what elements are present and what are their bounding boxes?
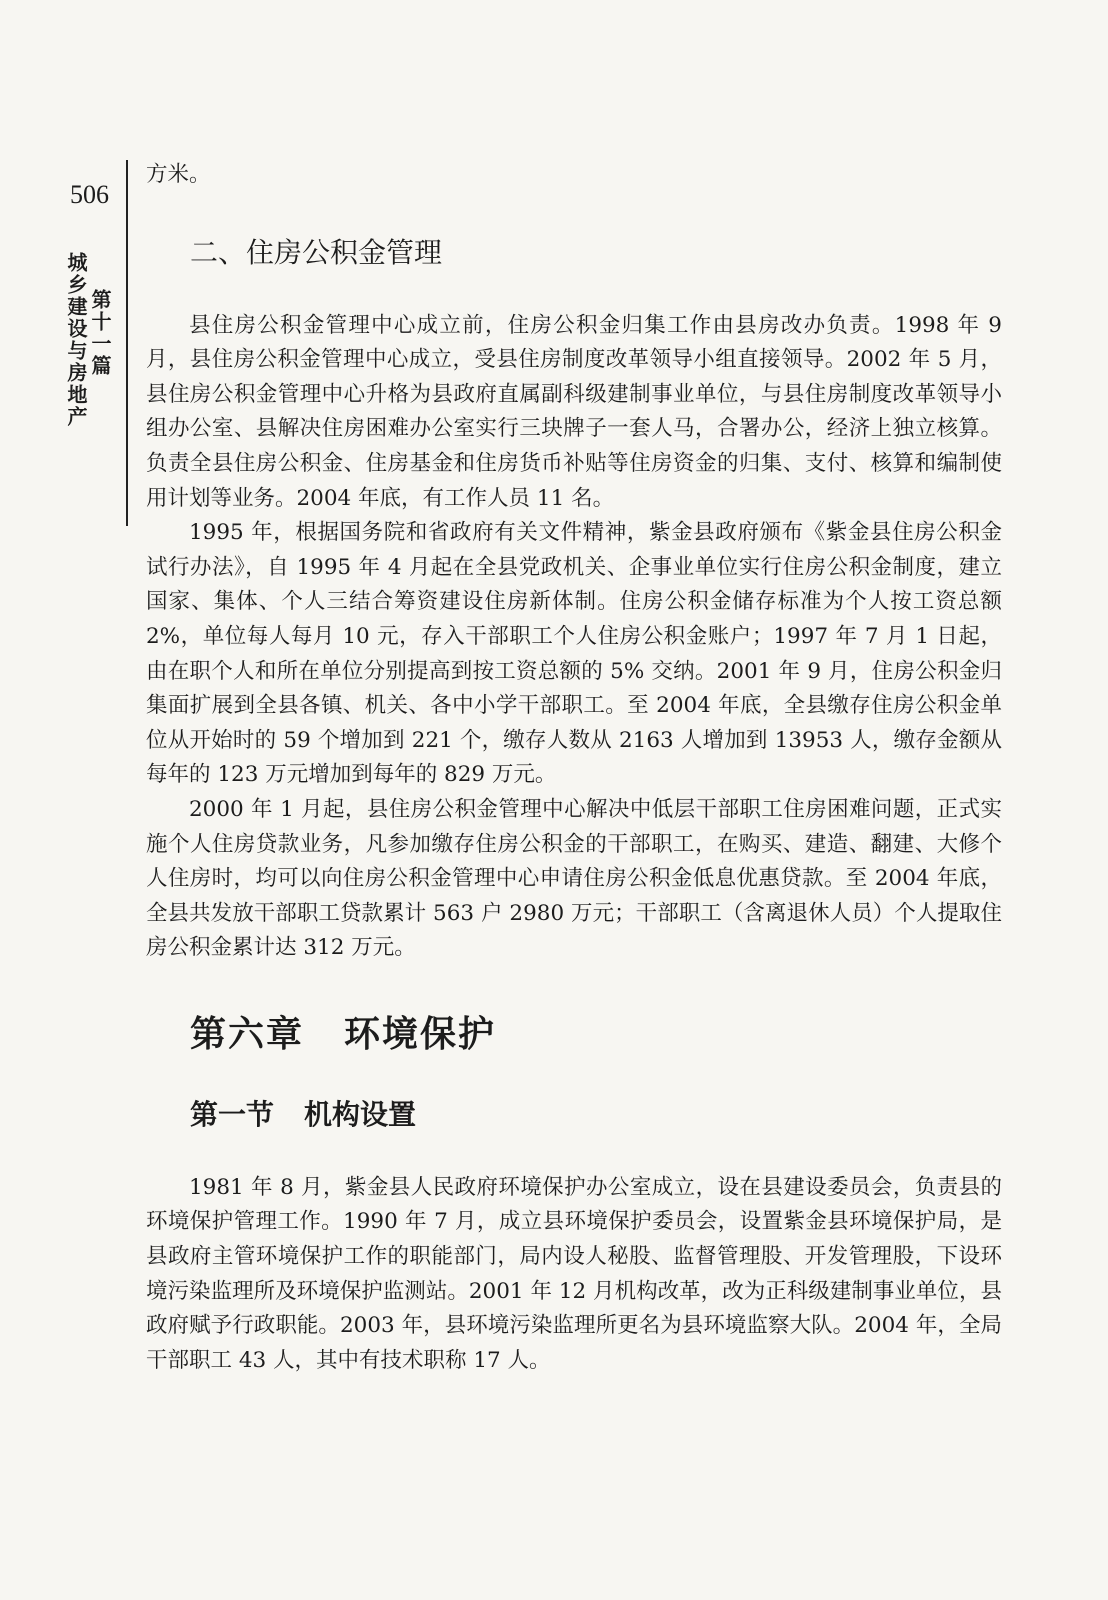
running-head-part: 第十一篇 bbox=[88, 289, 112, 377]
page-body bbox=[146, 158, 1002, 1378]
paragraph: 2000 年 1 月起，县住房公积金管理中心解决中低层干部职工住房困难问题，正式实施个人住房贷款业务，凡参加缴存住房公积金的干部职工，在购买、建造、翻建、大修个人住房时，均可以向住房公积金管理中心申请住房公积金低息优惠贷款。至 2004 年底，全县共发放干部职工贷款累计 563 户 2980 万元；干部职工（含离退休人员）个人提取住房公积金累计达 312 万元。 bbox=[146, 796, 1002, 961]
running-head-title: 城乡建设与房地产 bbox=[64, 252, 88, 428]
chapter-number: 第六章 bbox=[190, 1013, 305, 1055]
chapter-title: 环境保护 bbox=[344, 1013, 497, 1055]
page-number: 506 bbox=[70, 180, 109, 209]
paragraph: 县住房公积金管理中心成立前，住房公积金归集工作由县房改办负责。1998 年 9 月，县住房公积金管理中心成立，受县住房制度改革领导小组直接领导。2002 年 5 月，县住房公积金管理中心升格为县政府直属副科级建制事业单位，与县住房制度改革领导小组办公室、县解决住房困难办公室实行三块牌子一套人马，合署办公，经济上独立核算。负责全县住房公积金、住房基金和住房货币补贴等住房资金的归集、支付、核算和编制使用计划等业务。2004 年底，有工作人员 11 名。 bbox=[146, 312, 1002, 511]
subsection-heading bbox=[190, 1093, 1002, 1133]
continued-text: 方米。 bbox=[146, 162, 211, 187]
chapter-heading bbox=[190, 1006, 1002, 1057]
paragraph: 1995 年，根据国务院和省政府有关文件精神，紫金县政府颁布《紫金县住房公积金试行办法》，自 1995 年 4 月起在全县党政机关、企事业单位实行住房公积金制度，建立国家、集体、个人三结合筹资建设住房新体制。住房公积金储存标准为个人按工资总额 2%，单位每人每月 10 元，存入干部职工个人住房公积金账户；1997 年 7 月 1 日起，由在职个人和所在单位分别提高到按工资总额的 5% 交纳。2001 年 9 月，住房公积金归集面扩展到全县各镇、机关、各中小学干部职工。至 2004 年底，全县缴存住房公积金单位从开始时的 59 个增加到 221 个，缴存人数从 2163 人增加到 13953 人，缴存金额从每年的 123 万元增加到每年的 829 万元。 bbox=[146, 520, 1002, 788]
paragraph: 1981 年 8 月，紫金县人民政府环境保护办公室成立，设在县建设委员会，负责县的环境保护管理工作。1990 年 7 月，成立县环境保护委员会，设置紫金县环境保护局，是县政府主管环境保护工作的职能部门，局内设人秘股、监督管理股、开发管理股，下设环境污染监理所及环境保护监测站。2001 年 12 月机构改革，改为正科级建制事业单位，县政府赋予行政职能。2003 年，县环境污染监理所更名为县环境监察大队。2004 年，全局干部职工 43 人，其中有技术职称 17 人。 bbox=[146, 1174, 1002, 1373]
subsection-title: 机构设置 bbox=[304, 1097, 417, 1131]
subsection-number: 第一节 bbox=[190, 1097, 275, 1131]
margin-rule bbox=[126, 160, 128, 526]
section-heading: 二、住房公积金管理 bbox=[190, 235, 443, 269]
running-head bbox=[64, 238, 112, 428]
